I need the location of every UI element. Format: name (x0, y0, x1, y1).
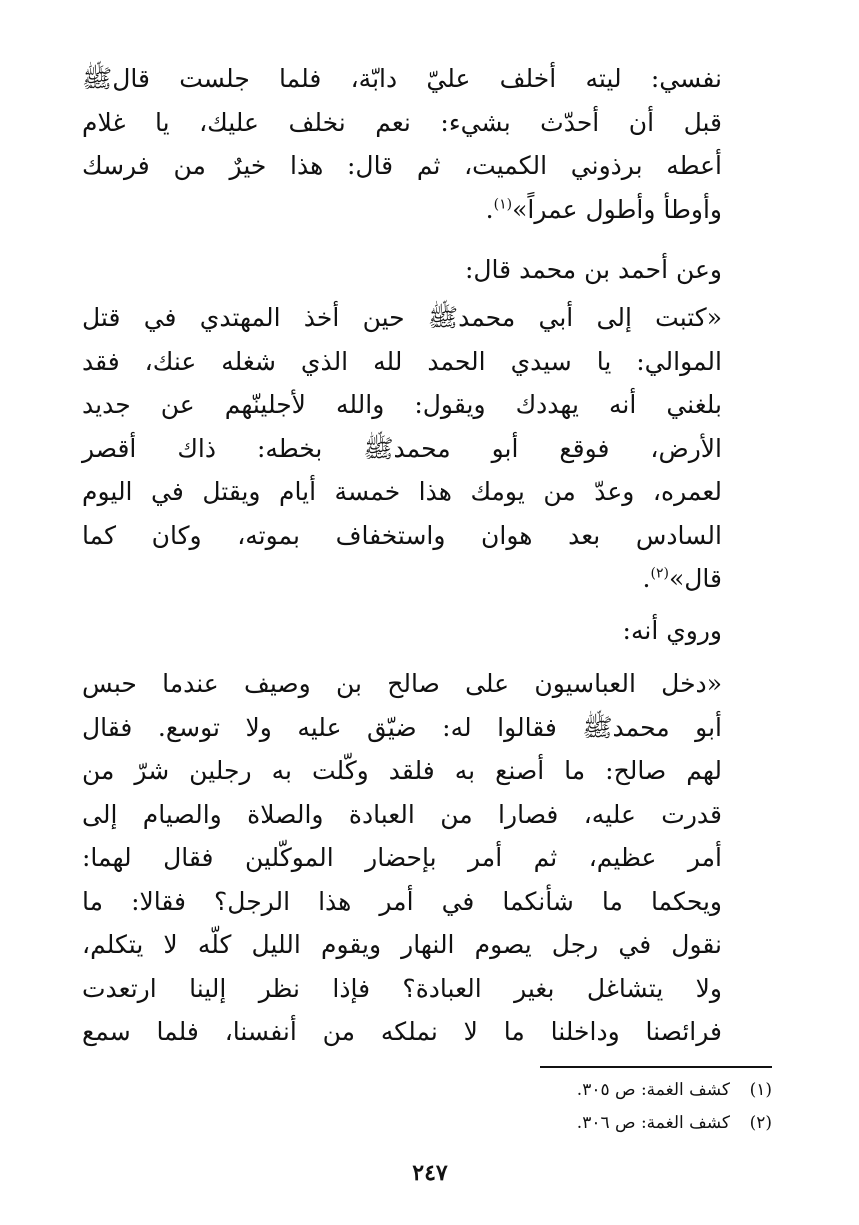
narration-intro-1 (300, 248, 722, 292)
quote-3 (82, 662, 722, 1054)
text-line: نقول في رجل يصوم النهار ويقوم الليل كلّه لا يتكلم، (82, 930, 722, 959)
text-line: ويحكما ما شأنكما في أمر هذا الرجل؟ فقالا: ما (82, 886, 722, 916)
quote-1 (82, 57, 722, 231)
page-number: ٢٤٧ (412, 1160, 448, 1186)
footnote-1 (420, 1074, 772, 1107)
text-line: أعطه برذوني الكميت، ثم قال: هذا خيرٌ من فرسك (82, 151, 722, 180)
footnote-text: كشف الغمة: ص ٣٠٦. (576, 1113, 730, 1133)
salutation-glyph: ﷺ (427, 303, 459, 332)
footnotes (420, 1074, 772, 1140)
text-line: «دخل العباسيون على صالح بن وصيف عندما حبس (82, 669, 722, 698)
text-line: قدرت عليه، فصارا من العبادة والصلاة والصيام إلى (82, 799, 722, 829)
text-line: قبل أن أحدّث بشيء: نعم نخلف عليك، يا غلام (82, 107, 722, 137)
narration-intro-2 (500, 609, 722, 653)
footnote-separator (540, 1066, 772, 1068)
text-line: لعمره، وعدّ من يومك هذا خمسة أيام ويقتل في اليوم (82, 477, 722, 506)
text-line: الموالي: يا سيدي الحمد لله الذي شغله عنك، فقد (82, 346, 722, 376)
quote-2 (82, 296, 722, 601)
salutation-glyph: ﷺ (582, 712, 613, 742)
text-line: «كتبت إلى أبي محمدﷺ حين أخذ المهتدي في قتل (82, 303, 723, 332)
text-line: لهم صالح: ما أصنع به فلقد وكّلت به رجلين شرّ من (82, 756, 722, 785)
text-line: وعن أحمد بن محمد قال: (464, 255, 722, 284)
salutation-glyph: ﷺ (363, 433, 394, 463)
footnote-number: (٢) (749, 1113, 772, 1133)
text-line: بلغني أنه يهددك ويقول: والله لأجلينّهم عن جديد (82, 390, 722, 419)
footnote-number: (١) (749, 1080, 772, 1100)
text-line: نفسي: ليته أخلف عليّ دابّة، فلما جلست قالﷺ (82, 64, 722, 93)
footnote-2 (420, 1107, 772, 1140)
text-line: ولا يتشاغل بغير العبادة؟ فإذا نظر إلينا ارتعدت (82, 973, 722, 1003)
text-line: السادس بعد هوان واستخفاف بموته، وكان كما (82, 520, 722, 550)
footnote-marker: (١) (493, 196, 513, 213)
text-line: وروي أنه: (622, 616, 722, 645)
text-line: الأرض، فوقع أبو محمدﷺ بخطه: ذاك أقصر (82, 433, 722, 463)
text-line: فرائصنا وداخلنا ما لا نملكه من أنفسنا، فلما سمع (82, 1017, 722, 1046)
text-line: أبو محمدﷺ فقالوا له: ضيّق عليه ولا توسع. فقال (82, 712, 722, 742)
text-line: أمر عظيم، ثم أمر بإحضار الموكّلين فقال لهما: (82, 843, 722, 872)
text-line: وأوطأ وأطول عمراً»$^{(١)}$. (485, 194, 722, 224)
footnote-marker: (٢) (650, 565, 669, 582)
text-line: قال»$^{(٢)}$. (642, 564, 722, 593)
footnote-text: كشف الغمة: ص ٣٠٥. (576, 1080, 730, 1100)
salutation-glyph: ﷺ (82, 64, 113, 93)
